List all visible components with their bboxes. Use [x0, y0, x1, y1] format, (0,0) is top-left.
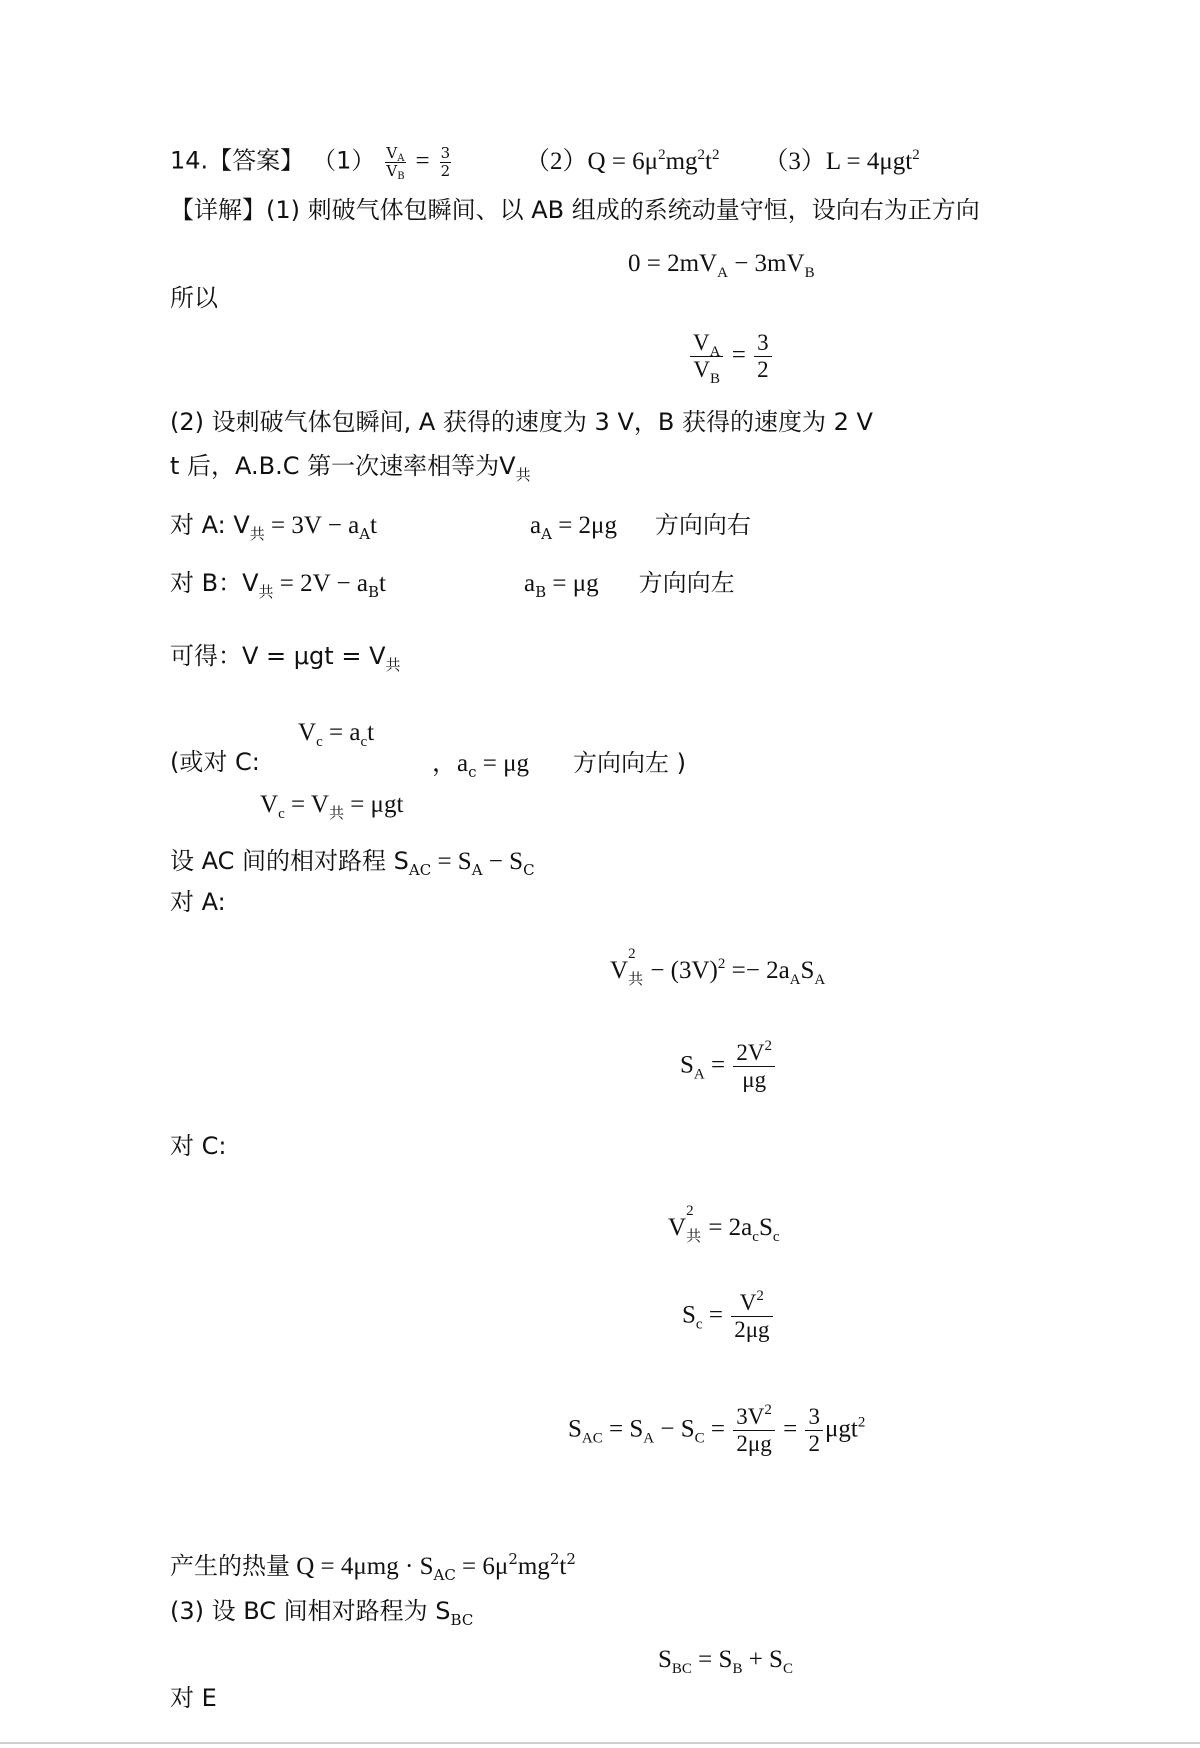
- kede-line: 可得：$V = \mu gt = V_共$: [170, 642, 401, 674]
- answer-2: $(2)Q = 6\mu^2mg^2t^2$: [525, 146, 720, 175]
- part2-line1: (2) 设刺破气体包瞬间, A 获得的速度为 3 V，B 获得的速度为 2 V: [170, 408, 873, 436]
- dui-e-label: 对 E: [170, 1684, 217, 1712]
- answer-line: 14.【答案】 （1） $\frac{V_A}{V_B}$ = $\frac{3}{2}$ $(2)Q = 6\mu^2mg^2t^2$ （3）L = 4μgt$^2$: [170, 144, 920, 182]
- huo-c-mid: ，$a_c = \mu g$ 方向向左 ): [432, 749, 686, 781]
- dui-b-line: 对 B：$V_共 = 2V - a_Bt$: [170, 569, 386, 601]
- sa-equation: $S_A$ = $\frac{2V^2}{\mu g}$: [680, 1040, 777, 1094]
- answer-label: 14.【答案】: [170, 146, 305, 175]
- dui-a-line: 对 A: $V_共 = 3V - a_At$: [170, 511, 377, 543]
- dui-c-label: 对 C:: [170, 1132, 227, 1160]
- huo-c-label: (或对 C:: [170, 748, 260, 776]
- dui-a-acceleration: $a_A = 2\mu g$ 方向向右: [530, 511, 751, 543]
- huo-c-bottom: $V_c = V_共 = \mu gt$: [260, 791, 404, 822]
- sc-equation: $S_c$ = $\frac{V^2}{2\mu g}$: [682, 1290, 775, 1344]
- sac-equation: $S_{AC} = S_A - S_C$ = $\frac{3V^2}{2\mu g}$ = $\frac{3}{2}$ μgt$^2$: [568, 1402, 866, 1457]
- suoyi-text: 所以: [170, 284, 218, 312]
- dui-a-label-2: 对 A:: [170, 888, 226, 916]
- velocity-ratio-equation: $\frac{V_A}{V_B}$ = $\frac{3}{2}$: [688, 330, 774, 384]
- kinematics-a-equation: V 2 共 − $(3V)^2 =- 2a_AS_A$: [610, 946, 826, 988]
- page-bottom-edge: [0, 1742, 1200, 1744]
- answer-1-fraction: $\frac{V_A}{V_B}$: [386, 144, 405, 182]
- heat-line: 产生的热量 $Q = 4\mu mg \cdot S_{AC} = 6\mu^2mg^2t^2$: [170, 1550, 576, 1584]
- momentum-equation: $0 = 2mV_A - 3mV_B$: [628, 250, 815, 281]
- detail-line: 【详解】(1) 刺破气体包瞬间、以 AB 组成的系统动量守恒，设向右为正方向: [170, 196, 980, 224]
- part3-line: (3) 设 BC 间相对路程为 $S_{BC}$: [170, 1597, 474, 1629]
- sbc-equation: $S_{BC} = S_B + S_C$: [658, 1646, 793, 1677]
- part2-line2: t 后，A.B.C 第一次速率相等为$V_共$: [170, 452, 531, 484]
- answer-3: （3）L = 4μgt$^2$: [763, 146, 920, 175]
- kinematics-c-equation: V 2 共 = $2a_cS_c$: [668, 1203, 780, 1245]
- dui-b-acceleration: $a_B = \mu g$ 方向向左: [524, 569, 735, 601]
- detail-label: 【详解】(1): [170, 196, 300, 224]
- she-ac-line: 设 AC 间的相对路程 $S_{AC} = S_A - S_C$: [170, 847, 535, 879]
- huo-c-top: $V_c = a_ct$: [298, 719, 375, 750]
